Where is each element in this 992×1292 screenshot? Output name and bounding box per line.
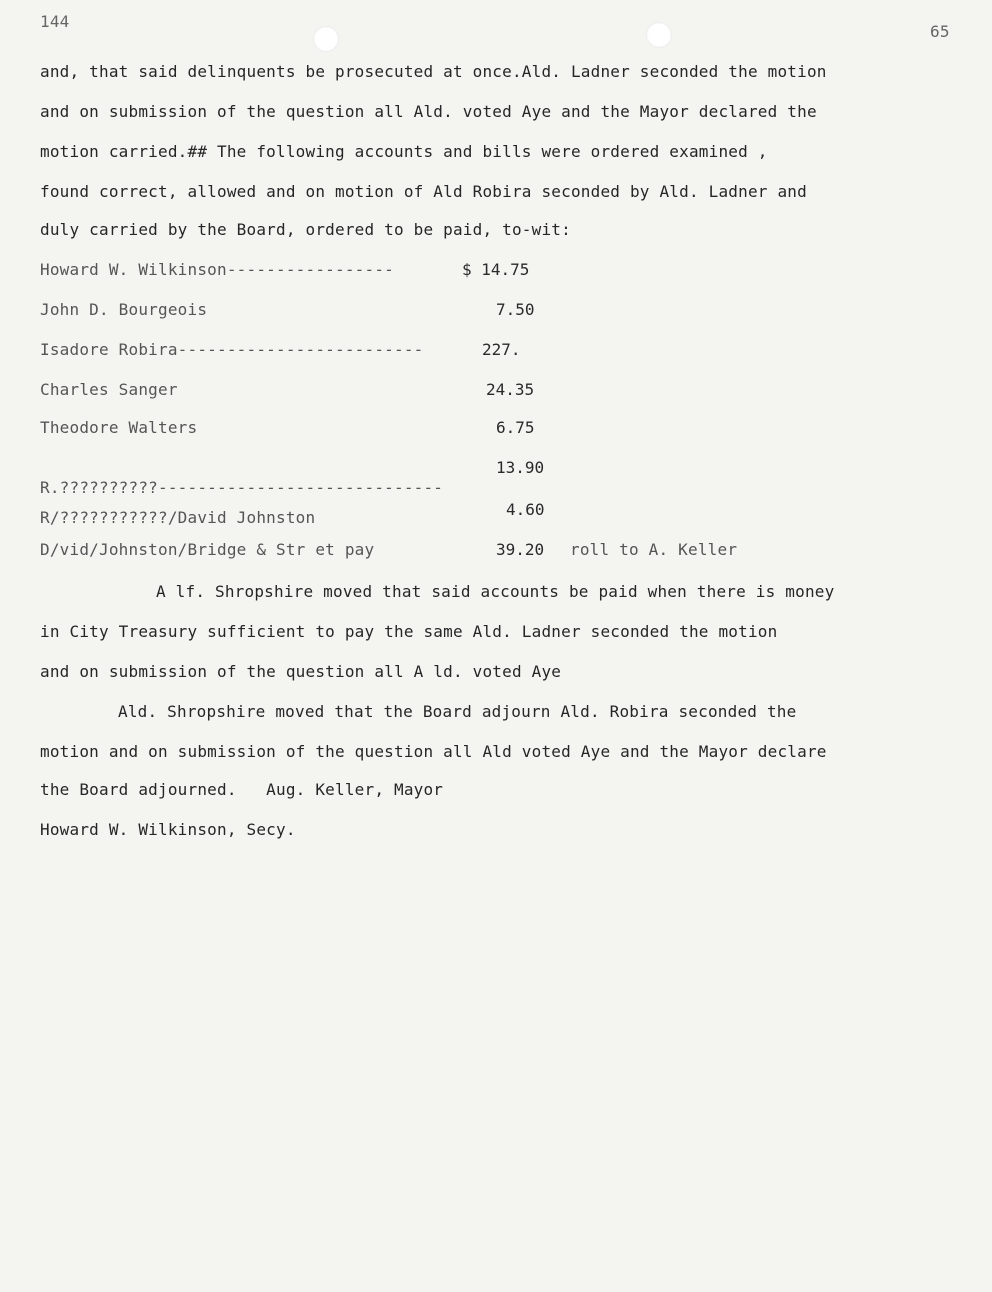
account-name: Charles Sanger (40, 380, 178, 399)
paragraph1-line-1: and, that said delinquents be prosecuted at once.Ald. Ladner seconded the motion (40, 62, 827, 81)
paragraph2-line-2: in City Treasury sufficient to pay the same Ald. Ladner seconded the motion (40, 622, 778, 641)
paragraph2-line-1: A lf. Shropshire moved that said accounts be paid when there is money (156, 582, 835, 601)
account-amount: 6.75 (496, 418, 535, 437)
paragraph3-line-1: Ald. Shropshire moved that the Board adjourn Ald. Robira seconded the (118, 702, 797, 721)
paragraph3-line-3: the Board adjourned. Aug. Keller, Mayor (40, 780, 444, 799)
account-name: Isadore Robira------------------------- (40, 340, 424, 359)
paragraph3-line-4: Howard W. Wilkinson, Secy. (40, 820, 296, 839)
paragraph1-line-4: found correct, allowed and on motion of Ald Robira seconded by Ald. Ladner and (40, 182, 807, 201)
account-amount: 39.20 (496, 540, 545, 559)
account-name: John D. Bourgeois (40, 300, 208, 319)
account-amount: $ 14.75 (462, 260, 530, 279)
account-amount: 4.60 (506, 500, 545, 519)
page-number-left: 144 (40, 12, 70, 31)
page-number-right: 65 (930, 22, 950, 41)
account-amount: 7.50 (496, 300, 535, 319)
paragraph1-line-2: and on submission of the question all Ald. voted Aye and the Mayor declared the (40, 102, 817, 121)
account-name: Howard W. Wilkinson----------------- (40, 260, 394, 279)
account-name: R.??????????----------------------------- (40, 478, 444, 497)
punch-hole-right (646, 22, 672, 48)
account-note: roll to A. Keller (570, 540, 738, 559)
paragraph1-line-5: duly carried by the Board, ordered to be paid, to-wit: (40, 220, 571, 239)
paragraph3-line-2: motion and on submission of the question all Ald voted Aye and the Mayor declare (40, 742, 827, 761)
account-name: Theodore Walters (40, 418, 198, 437)
account-name: D/vid/Johnston/Bridge & Str et pay (40, 540, 375, 559)
account-amount: 227. (482, 340, 521, 359)
punch-hole-left (313, 26, 339, 52)
paragraph1-line-3: motion carried.## The following accounts and bills were ordered examined , (40, 142, 768, 161)
account-amount: 24.35 (486, 380, 535, 399)
account-amount: 13.90 (496, 458, 545, 477)
account-name: R/???????????/David Johnston (40, 508, 316, 527)
paragraph2-line-3: and on submission of the question all A ld. voted Aye (40, 662, 562, 681)
